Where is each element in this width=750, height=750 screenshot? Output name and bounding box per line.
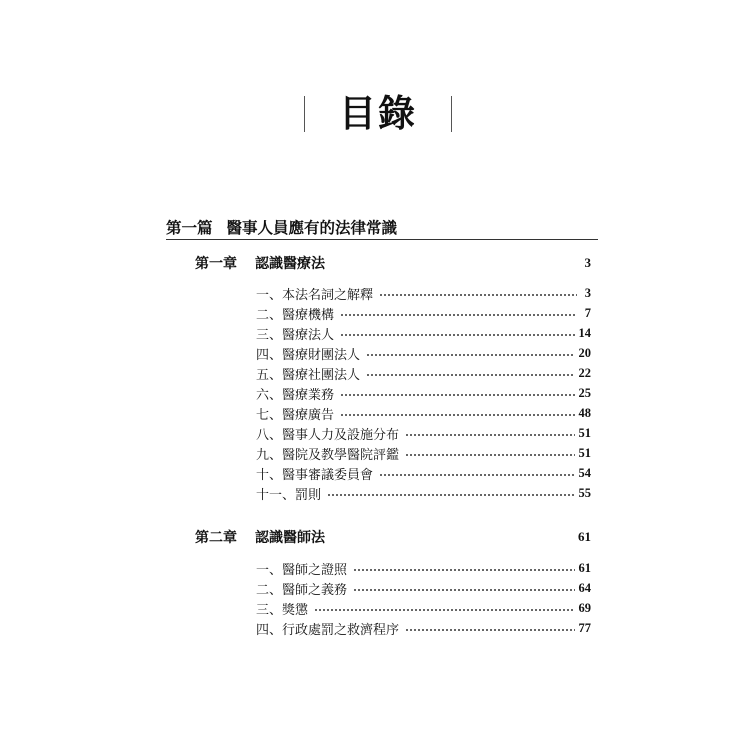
chapter-heading[interactable]: [195, 253, 591, 273]
entry-page: 48: [578, 405, 591, 420]
entry-label: 四、醫療財團法人: [256, 347, 361, 363]
dot-leader: [340, 314, 577, 316]
toc-entry[interactable]: [256, 483, 591, 503]
dot-leader: [340, 334, 574, 336]
chapter-1-entries: [256, 283, 591, 503]
entry-page: 25: [578, 385, 591, 400]
entry-page: 55: [578, 485, 591, 500]
toc-entry[interactable]: [256, 363, 591, 383]
title-right-rule: [451, 96, 452, 132]
toc-entry[interactable]: [256, 443, 591, 463]
entry-page: 77: [578, 620, 591, 635]
toc-entry[interactable]: [256, 463, 591, 483]
toc-entry[interactable]: [256, 283, 591, 303]
chapter-heading[interactable]: [195, 527, 591, 547]
dot-leader: [405, 434, 574, 436]
dot-leader: [353, 569, 574, 571]
dot-leader: [314, 609, 574, 611]
entry-label: 六、醫療業務: [256, 387, 335, 403]
entry-label: 八、醫事人力及設施分布: [256, 427, 400, 443]
entry-label: 七、醫療廣告: [256, 407, 335, 423]
entry-page: 51: [578, 445, 591, 460]
part-underline: [166, 239, 598, 240]
dot-leader: [340, 414, 574, 416]
toc-entry[interactable]: [256, 618, 591, 638]
dot-leader: [366, 354, 574, 356]
entry-page: 14: [578, 325, 591, 340]
entry-page: 3: [584, 285, 591, 300]
dot-leader: [379, 474, 574, 476]
toc-entry[interactable]: [256, 558, 591, 578]
chapter-number: 第二章: [195, 530, 237, 546]
entry-label: 二、醫療機構: [256, 307, 335, 323]
entry-page: 69: [578, 600, 591, 615]
dot-leader: [327, 494, 574, 496]
chapter-page: 3: [584, 255, 591, 270]
chapter-number: 第一章: [195, 256, 237, 272]
entry-label: 九、醫院及教學醫院評鑑: [256, 447, 400, 463]
toc-entry[interactable]: [256, 578, 591, 598]
part-heading: [166, 218, 598, 240]
entry-page: 7: [584, 305, 591, 320]
entry-label: 十一、罰則: [256, 487, 322, 503]
toc-entry[interactable]: [256, 403, 591, 423]
entry-page: 20: [578, 345, 591, 360]
entry-label: 十、醫事審議委員會: [256, 467, 374, 483]
dot-leader: [353, 589, 574, 591]
toc-entry[interactable]: [256, 598, 591, 618]
entry-label: 一、本法名詞之解釋: [256, 287, 374, 303]
part-number: 第一篇: [166, 219, 213, 237]
dot-leader: [379, 294, 577, 296]
entry-label: 四、行政處罰之救濟程序: [256, 622, 400, 638]
entry-page: 61: [578, 560, 591, 575]
toc-entry[interactable]: [256, 323, 591, 343]
entry-label: 三、獎懲: [256, 602, 309, 618]
toc-entry[interactable]: [256, 303, 591, 323]
toc-title: 目錄: [339, 92, 417, 135]
toc-entry[interactable]: [256, 383, 591, 403]
dot-leader: [405, 629, 574, 631]
entry-label: 三、醫療法人: [256, 327, 335, 343]
toc-entry[interactable]: [256, 423, 591, 443]
chapter-page: 61: [578, 529, 591, 544]
entry-label: 一、醫師之證照: [256, 562, 348, 578]
entry-label: 二、醫師之義務: [256, 582, 348, 598]
entry-page: 54: [578, 465, 591, 480]
dot-leader: [405, 454, 574, 456]
entry-label: 五、醫療社團法人: [256, 367, 361, 383]
chapter-title: 認識醫師法: [255, 530, 325, 546]
toc-header: [0, 92, 750, 136]
toc-entry[interactable]: [256, 343, 591, 363]
chapter-title: 認識醫療法: [255, 256, 325, 272]
chapter-2-entries: [256, 558, 591, 638]
entry-page: 51: [578, 425, 591, 440]
part-title: 醫事人員應有的法律常識: [226, 219, 398, 237]
dot-leader: [340, 394, 574, 396]
entry-page: 22: [578, 365, 591, 380]
entry-page: 64: [578, 580, 591, 595]
dot-leader: [366, 374, 574, 376]
